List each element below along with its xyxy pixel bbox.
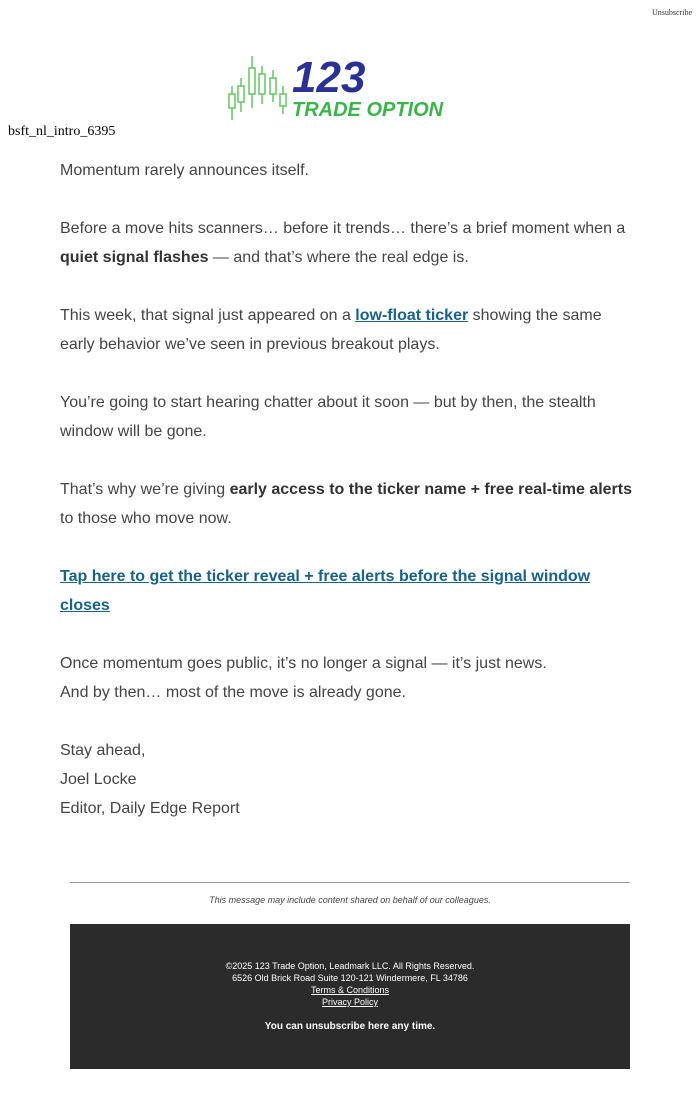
momentum-paragraph <box>60 649 640 707</box>
signature <box>60 736 640 823</box>
momentum-line-1: Once momentum goes public, it’s no longer a signal — it’s just news. <box>60 655 547 672</box>
email-body <box>60 156 640 823</box>
text-span: — and that’s where the real edge is. <box>208 249 469 266</box>
terms-link[interactable]: Terms & Conditions <box>310 985 390 995</box>
copyright-text: ©2025 123 Trade Option, Leadmark LLC. All Rights Reserved. <box>225 961 475 971</box>
candlestick-chart-icon <box>229 56 286 120</box>
chatter-paragraph: You’re going to start hearing chatter about it soon — but by then, the stealth window will be gone. <box>60 394 596 440</box>
footer <box>70 924 630 1069</box>
author-title: Editor, Daily Edge Report <box>60 800 240 817</box>
brand-logo <box>226 50 476 126</box>
access-paragraph <box>60 475 640 533</box>
unsubscribe-link-footer[interactable]: You can unsubscribe here any time. <box>264 1021 436 1032</box>
cta-paragraph <box>60 562 640 620</box>
footer-divider <box>70 882 630 883</box>
access-emphasis: early access to the ticker name + free real-time alerts <box>229 481 633 498</box>
ticker-reveal-cta-link[interactable]: Tap here to get the ticker reveal + free alerts before the signal window closes <box>60 568 591 614</box>
text-span: to those who move now. <box>60 510 232 527</box>
logo-number: 123 <box>292 53 366 102</box>
text-span: Before a move hits scanners… before it trends… there’s a brief moment when a <box>60 220 626 237</box>
signal-paragraph <box>60 214 640 272</box>
author-name: Joel Locke <box>60 771 137 788</box>
signoff: Stay ahead, <box>60 742 146 759</box>
text-span: showing the same early behavior we’ve seen in previous breakout plays. <box>60 307 602 353</box>
colleagues-disclaimer: This message may include content shared on behalf of our colleagues. <box>209 895 491 905</box>
logo-brand: TRADE OPTION <box>292 99 444 121</box>
ticker-paragraph <box>60 301 640 359</box>
momentum-line-2: And by then… most of the move is already gone. <box>60 684 406 701</box>
signal-emphasis: quiet signal flashes <box>60 249 209 266</box>
privacy-link[interactable]: Privacy Policy <box>321 997 378 1007</box>
text-span: This week, that signal just appeared on a <box>60 307 356 324</box>
intro-paragraph: Momentum rarely announces itself. <box>60 162 309 179</box>
unsubscribe-link-top[interactable]: Unsubscribe <box>652 8 692 17</box>
tracking-code: bsft_nl_intro_6395 <box>8 124 116 139</box>
low-float-ticker-link[interactable]: low-float ticker <box>355 307 469 324</box>
address-text: 6526 Old Brick Road Suite 120-121 Windermere, FL 34786 <box>232 973 468 983</box>
text-span: That’s why we’re giving <box>60 481 230 498</box>
